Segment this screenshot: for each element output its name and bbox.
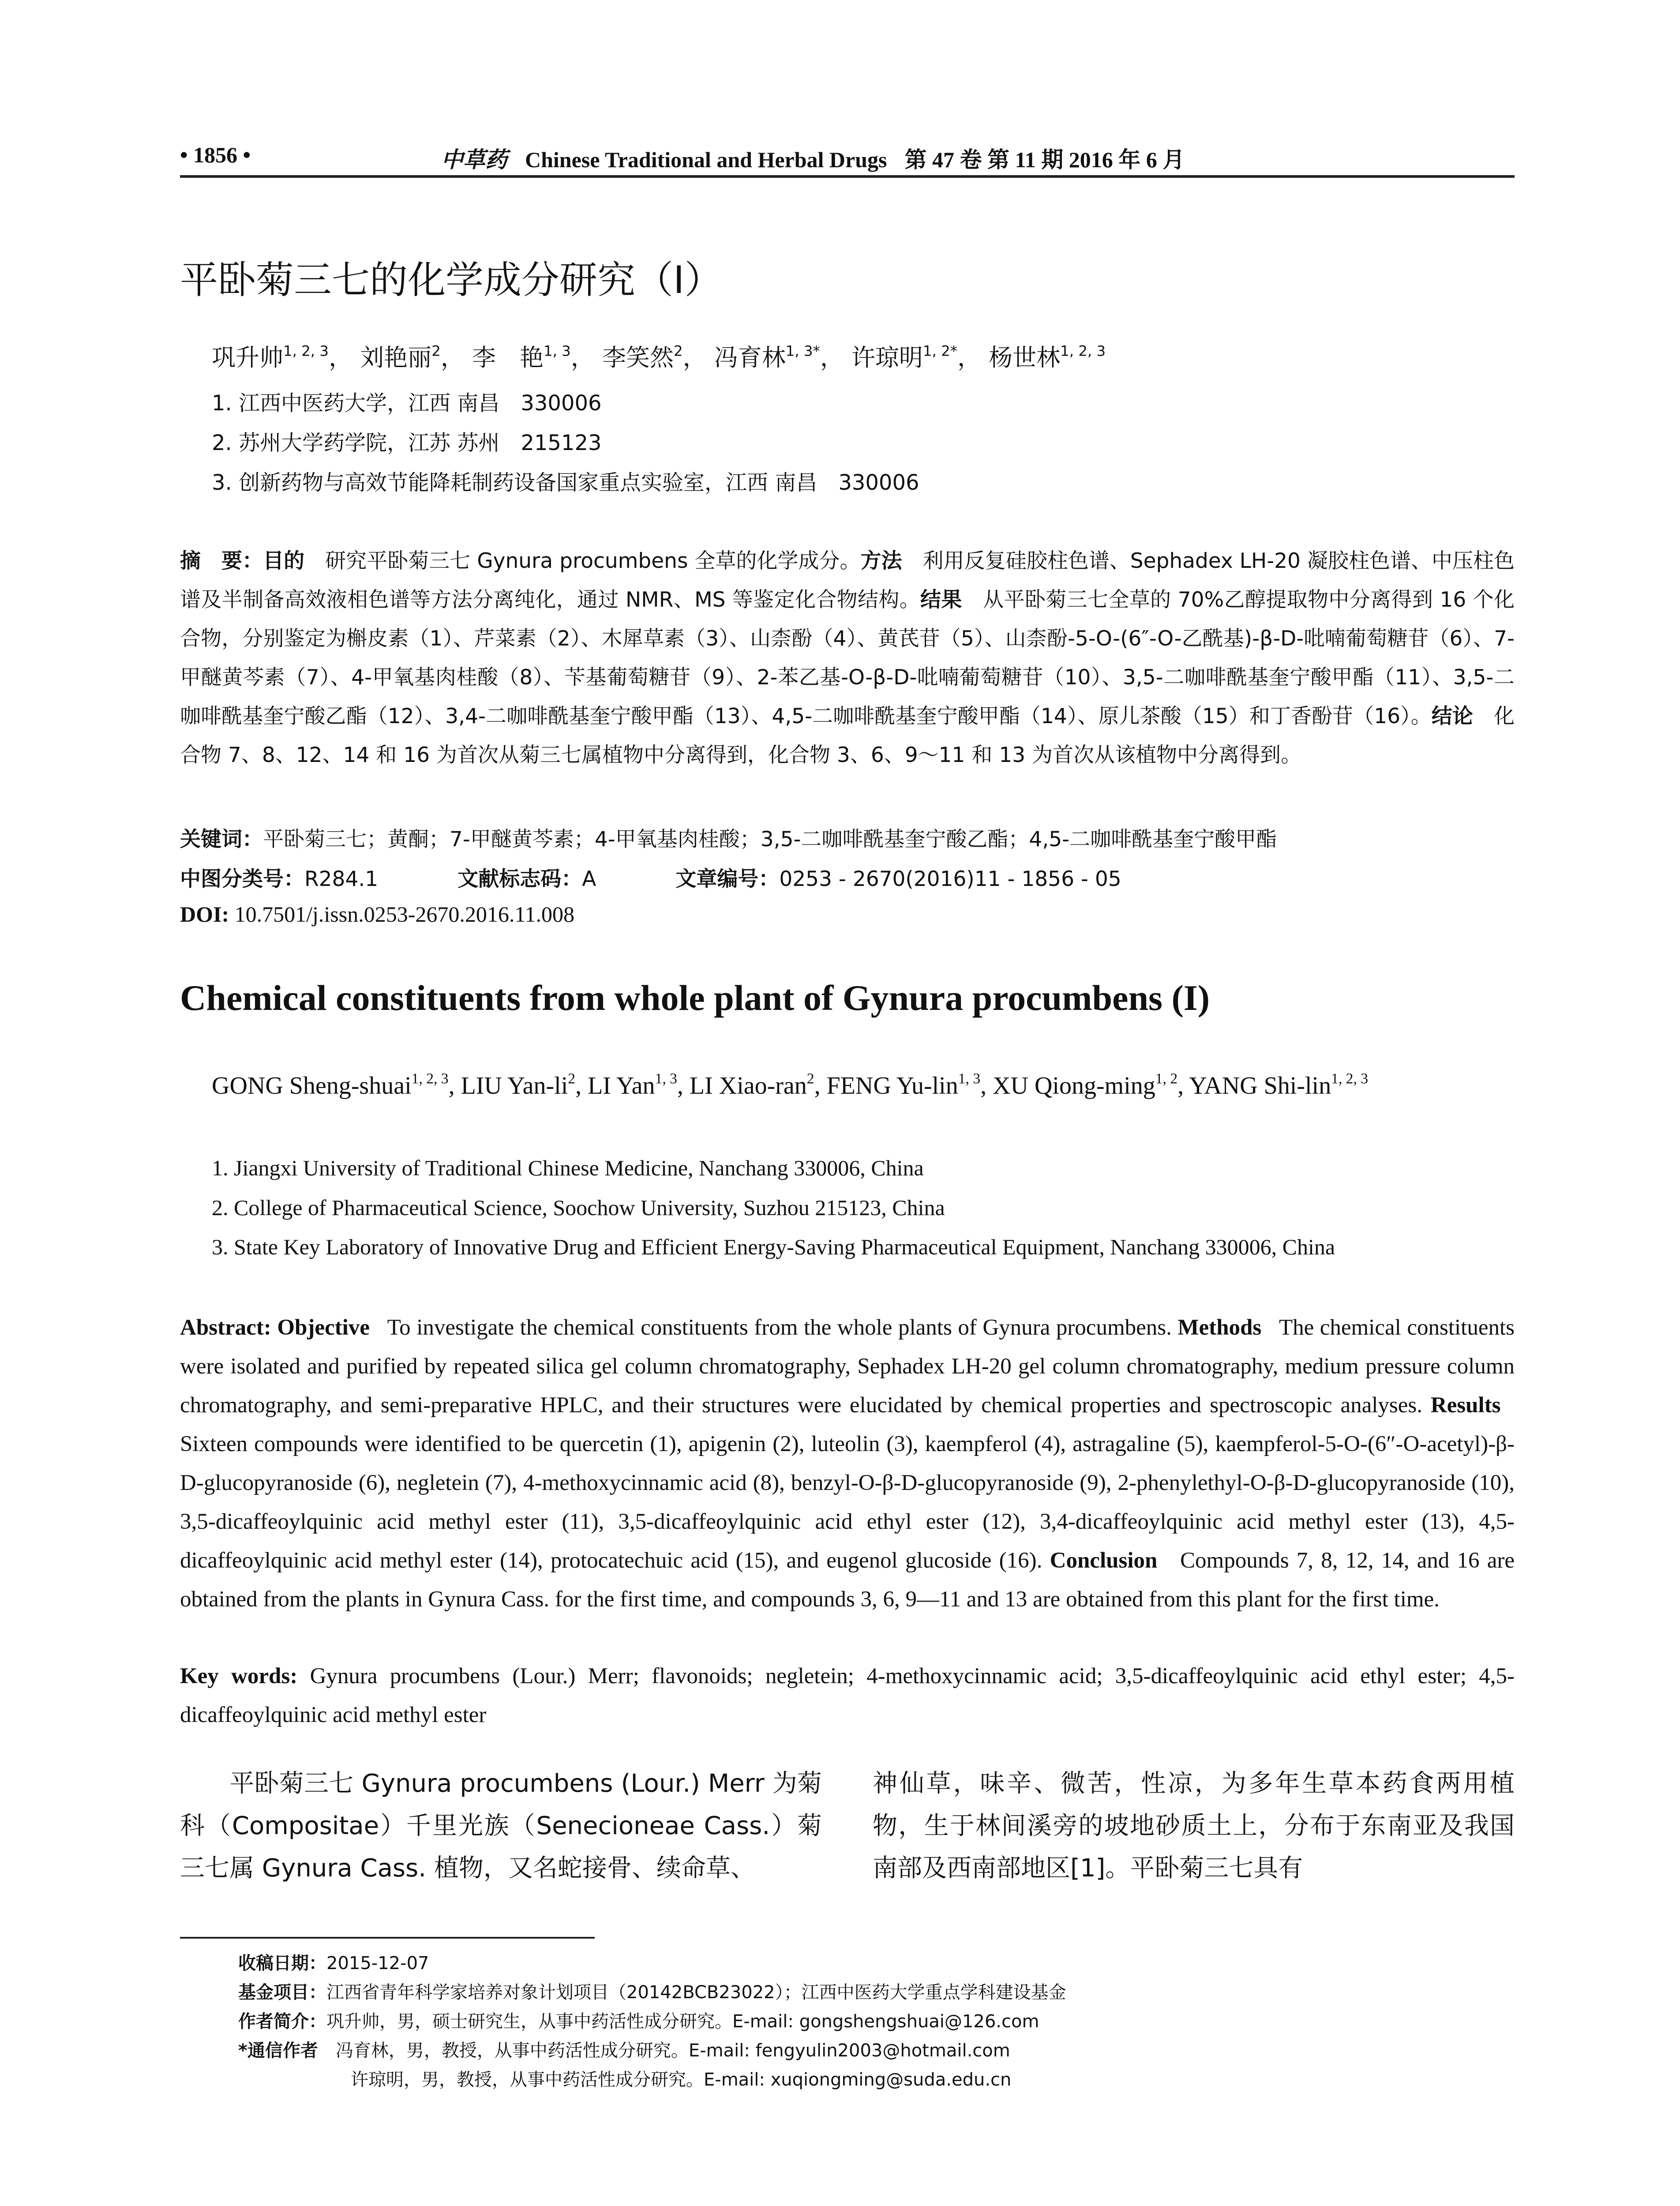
affiliation-en: 2. College of Pharmaceutical Science, Soochow University, Suzhou 215123, China: [212, 1195, 945, 1220]
author-cn: 李笑然: [602, 344, 674, 371]
keywords-cn-text: 平卧菊三七；黄酮；7-甲醚黄芩素；4-甲氧基肉桂酸；3,5-二咖啡酰基奎宁酸乙酯；4,5-二咖啡酰基奎宁酸甲酯: [263, 827, 1277, 852]
journal-name-cn: 中草药: [441, 147, 507, 173]
author-en: GONG Sheng-shuai: [212, 1072, 412, 1099]
author-cn: 刘艳丽: [360, 344, 432, 371]
clc-label: 中图分类号：: [180, 867, 304, 891]
conclusion-en: Compounds 7, 8, 12, 14, and 16 are obtained from the plants in Gynura Cass. for the first time, and compounds 3, 6, 9—11 and 13 are obtained from this plant for the first time.: [180, 1548, 1515, 1612]
author-en-sup: 1, 2, 3: [411, 1070, 449, 1087]
conclusion-cn: 化合物 7、8、12、14 和 16 为首次从菊三七属植物中分离得到，化合物 3、6、9～11 和 13 为首次从该植物中分离得到。: [180, 704, 1515, 767]
objective-cn: 研究平卧菊三七 Gynura procumbens 全草的化学成分。: [325, 549, 861, 573]
received-value: 2015-12-07: [326, 1953, 429, 1973]
article-no-value: 0253 - 2670(2016)11 - 1856 - 05: [779, 867, 1121, 891]
body-left-text: 平卧菊三七 Gynura procumbens (Lour.) Merr 为菊科（Compositae）千里光族（Senecioneae Cass.）菊三七属 Gynura Cass. 植物，又名蛇接骨、续命草、: [180, 1769, 822, 1883]
author-cn: 冯育林: [714, 344, 786, 371]
author-en: LI Yan: [588, 1072, 655, 1099]
abstract-en-label: Abstract:: [180, 1315, 271, 1340]
clc-value: R284.1: [304, 867, 379, 891]
body-column-right: 神仙草，味辛、微苦，性凉，为多年生草本药食两用植物，生于林间溪旁的坡地砂质土上，分布于东南亚及我国南部及西南部地区[1]。平卧菊三七具有: [873, 1769, 1515, 1883]
author-en-sup: 1, 2, 3: [1331, 1070, 1369, 1087]
methods-cn: 利用反复硅胶柱色谱、Sephadex LH-20 凝胶柱色谱、中压柱色谱及半制备高效液相色谱等方法分离纯化，通过 NMR、MS 等鉴定化合物结构。: [180, 549, 1515, 612]
author-cn: 李 艳: [472, 344, 544, 371]
authors-cn: 巩升帅$^{1, 2, 3}$， 刘艳丽$^2$， 李 艳$^{1, 3}$， 李笑然$^2$， 冯育林$^{1, 3*}$， 许琼明$^{1, 2*}$， 杨世林$^{1, 2, 3}$: [212, 342, 1106, 371]
author-cn-sup: 1, 2, 3: [283, 342, 329, 360]
title-en: Chemical constituents from whole plant of Gynura procumbens (I): [180, 978, 1210, 1018]
doi-value: 10.7501/j.issn.0253-2670.2016.11.008: [234, 902, 574, 927]
author-cn-sup: 1, 3*: [785, 342, 820, 360]
corr-label: *通信作者: [238, 2041, 318, 2061]
methods-label-cn: 方法: [860, 549, 902, 573]
author-bio-label: 作者简介：: [238, 2011, 326, 2032]
fund-label: 基金项目：: [238, 1982, 326, 2003]
methods-label-en: Methods: [1178, 1315, 1262, 1340]
keywords-cn: [180, 823, 1277, 852]
author-cn-sup: 1, 2*: [922, 342, 957, 360]
issue-info: 第 47 卷 第 11 期 2016 年 6 月: [904, 147, 1185, 172]
footnote-received: [238, 1949, 429, 1974]
abstract-en: [180, 1308, 1515, 1619]
keywords-en: [180, 1657, 1515, 1734]
author-en-sup: 1, 2: [1155, 1070, 1178, 1087]
objective-en: To investigate the chemical constituents from the whole plants of Gynura procumbens.: [387, 1315, 1172, 1340]
doi-label: DOI:: [180, 902, 229, 927]
author-cn-sup: 2: [431, 342, 441, 360]
doc-code-value: A: [582, 867, 596, 891]
author-cn: 许琼明: [851, 344, 923, 371]
objective-label-en: Objective: [277, 1315, 370, 1340]
conclusion-label-cn: 结论: [1431, 704, 1473, 728]
body-column-left: [180, 1763, 822, 1890]
footnote-author: [238, 2007, 1039, 2033]
footnote-fund: [238, 1978, 1066, 2003]
objective-label-cn: 目的: [263, 549, 305, 573]
author-cn: 杨世林: [989, 344, 1061, 371]
results-label-en: Results: [1430, 1393, 1501, 1418]
author-en: LIU Yan-li: [461, 1072, 568, 1099]
author-en: LI Xiao-ran: [689, 1072, 807, 1099]
author-cn: 巩升帅: [212, 344, 283, 371]
results-en: Sixteen compounds were identified to be quercetin (1), apigenin (2), luteolin (3), kaempferol (4), astragaline (5), kaempferol-5-O-(6″-O-acetyl)-β-D-glucopyranoside (6), negletein (7), 4-methoxycinnamic acid (8), benzyl-O-β-D-glucopyranoside (9), 2-phenylethyl-O-β-D-glucopyranoside (10), 3,5-dicaffeoylquinic acid methyl ester (11), 3,5-dicaffeoylquinic acid ethyl ester (12), 3,4-dicaffeoylquinic acid methyl ester (13), 4,5-dicaffeoylquinic acid methyl ester (14), protocatechuic acid (15), and eugenol glucoside (16).: [180, 1432, 1515, 1573]
author-en-sup: 2: [806, 1070, 814, 1087]
conclusion-label-en: Conclusion: [1050, 1548, 1158, 1573]
journal-name-en: Chinese Traditional and Herbal Drugs: [525, 147, 887, 172]
page-number: • 1856 •: [180, 143, 251, 167]
author-cn-sup: 2: [673, 342, 683, 360]
footnote-rule: [180, 1937, 595, 1939]
doi: [180, 901, 574, 927]
author-cn-sup: 1, 3: [543, 342, 571, 360]
affiliation-cn: 2. 苏州大学药学院，江苏 苏州 215123: [212, 431, 602, 455]
author-en: XU Qiong-ming: [993, 1072, 1155, 1099]
keywords-cn-label: 关键词：: [180, 827, 263, 852]
results-label-cn: 结果: [920, 588, 962, 612]
title-cn: 平卧菊三七的化学成分研究（I）: [180, 258, 723, 302]
author-en: FENG Yu-lin: [826, 1072, 958, 1099]
classification: [180, 863, 1121, 892]
received-label: 收稿日期：: [238, 1953, 326, 1973]
doc-code-label: 文献标志码：: [458, 867, 582, 891]
author-en-sup: 1, 3: [958, 1070, 981, 1087]
methods-en: The chemical constituents were isolated and purified by repeated silica gel column chromatography, Sephadex LH-20 gel column chromatography, medium pressure column chromatography, and semi-preparative HPLC, and their structures were elucidated by chemical properties and spectroscopic analyses.: [180, 1315, 1515, 1418]
author-bio-value: 巩升帅，男，硕士研究生，从事中药活性成分研究。E-mail: gongshengshuai@126.com: [326, 2011, 1039, 2032]
author-cn-sup: 1, 2, 3: [1060, 342, 1106, 360]
affiliation-cn: 1. 江西中医药大学，江西 南昌 330006: [212, 391, 602, 416]
author-en-sup: 1, 3: [655, 1070, 677, 1087]
journal-header: [441, 142, 1185, 173]
header-rule: [180, 175, 1515, 178]
keywords-en-text: Gynura procumbens (Lour.) Merr; flavonoids; negletein; 4-methoxycinnamic acid; 3,5-dicaffeoylquinic acid ethyl ester; 4,5-dicaffeoylquinic acid methyl ester: [180, 1664, 1515, 1727]
footnote-correspondence: [238, 2037, 1010, 2062]
footnote-correspondence-2: 许琼明，男，教授，从事中药活性成分研究。E-mail: xuqiongming@suda.edu.cn: [351, 2070, 1012, 2090]
results-cn: 从平卧菊三七全草的 70%乙醇提取物中分离得到 16 个化合物，分别鉴定为槲皮素（1）、芹菜素（2）、木犀草素（3）、山柰酚（4）、黄芪苷（5）、山柰酚-5-O-(6″-O-乙酰基)-β-D-吡喃葡萄糖苷（6）、7-甲醚黄芩素（7）、4-甲氧基肉桂酸（8）、苄基葡萄糖苷（9）、2-苯乙基-O-β-D-吡喃葡萄糖苷（10）、3,5-二咖啡酰基奎宁酸甲酯（11）、3,5-二咖啡酰基奎宁酸乙酯（12）、3,4-二咖啡酰基奎宁酸甲酯（13）、4,5-二咖啡酰基奎宁酸甲酯（14）、原儿茶酸（15）和丁香酚苷（16）。: [180, 588, 1515, 728]
abstract-cn-label: 摘 要：: [180, 549, 263, 573]
authors-en: GONG Sheng-shuai$^{1, 2, 3}$, LIU Yan-$li^2$, LI Yan$^{1, 3}$, LI Xiao-ran$^2$, FENG Yu-lin$^{1, 3}$, XU Qiong-ming$^{1, 2}$, YANG Shi-lin$^{1, 2, 3}$: [212, 1070, 1369, 1099]
author-en: YANG Shi-lin: [1189, 1072, 1331, 1099]
affiliation-cn: 3. 创新药物与高效节能降耗制药设备国家重点实验室，江西 南昌 330006: [212, 470, 919, 495]
author-en-sup: 2: [568, 1070, 576, 1087]
keywords-en-label: Key words:: [180, 1664, 298, 1688]
corr-author-1: 冯育林，男，教授，从事中药活性成分研究。E-mail: fengyulin2003@hotmail.com: [335, 2041, 1010, 2061]
article-no-label: 文章编号：: [675, 867, 780, 891]
affiliation-en: 3. State Key Laboratory of Innovative Drug and Efficient Energy-Saving Pharmaceutical Equipment, Nanchang 330006, China: [212, 1234, 1335, 1259]
fund-value: 江西省青年科学家培养对象计划项目（20142BCB23022）；江西中医药大学重点学科建设基金: [326, 1982, 1066, 2003]
affiliation-en: 1. Jiangxi University of Traditional Chinese Medicine, Nanchang 330006, China: [212, 1156, 924, 1180]
abstract-cn: [180, 542, 1515, 775]
